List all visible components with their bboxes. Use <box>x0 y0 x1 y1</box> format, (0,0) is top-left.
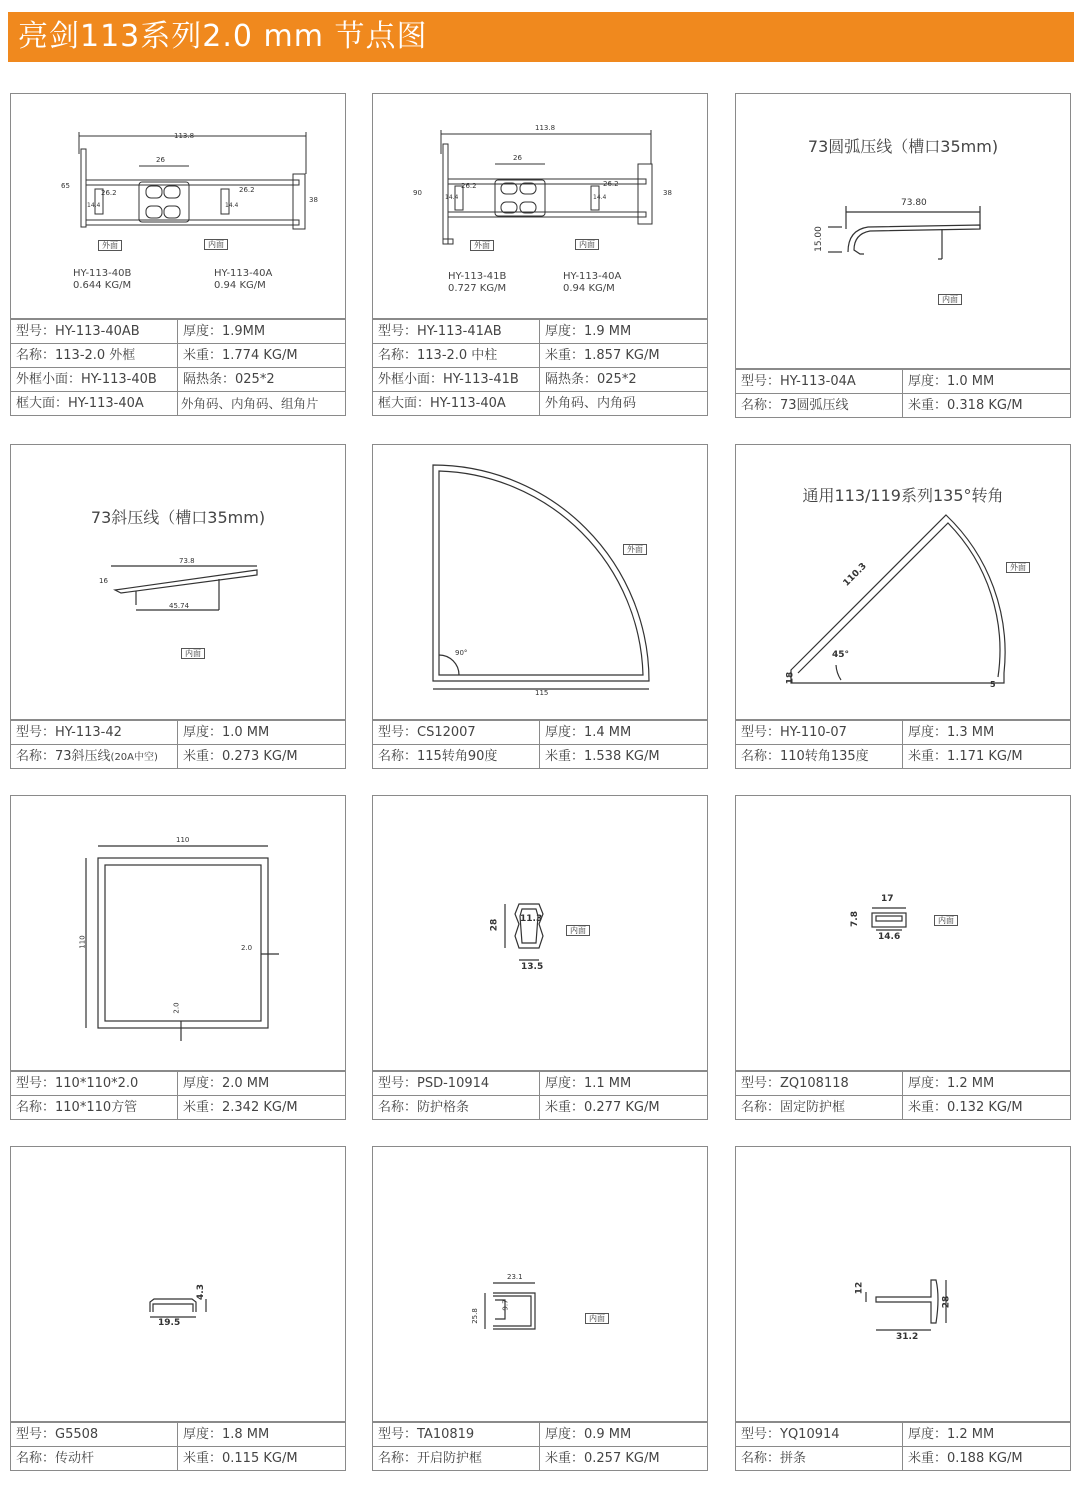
profile-card-hy-113-40ab <box>10 93 346 416</box>
spec-row <box>373 1071 707 1095</box>
profile-card-psd-10914 <box>372 795 708 1120</box>
dim-height: 16 <box>99 577 108 585</box>
label-weight-a: 0.94 KG/M <box>563 283 615 294</box>
dim-height: 65 <box>61 182 70 190</box>
tag-outer: 外面 <box>1006 562 1030 573</box>
dim-inner-width: 11.3 <box>520 914 543 924</box>
tag-inner: 内面 <box>566 925 590 936</box>
big-face-cell: 框大面：HY-113-40A <box>373 392 540 415</box>
model-cell: 型号：TA10819 <box>373 1423 540 1446</box>
tag-outer: 外面 <box>98 240 122 251</box>
dim-width: 115 <box>535 689 549 697</box>
dim-overall-width: 113.8 <box>535 124 556 132</box>
spec-row <box>11 1422 345 1446</box>
dim-height: 90 <box>413 189 422 197</box>
section-drawing <box>736 94 1070 368</box>
name-cell: 名称：开启防护框 <box>373 1447 540 1470</box>
section-drawing <box>11 1147 345 1421</box>
dim-strip-width: 26 <box>156 156 165 164</box>
name-cell: 名称：防护格条 <box>373 1096 540 1119</box>
profile-card-cs12007 <box>372 444 708 769</box>
tag-inner: 内面 <box>585 1313 609 1324</box>
big-face-cell: 框大面：HY-113-40A <box>11 392 178 415</box>
profile-drawing <box>373 94 707 319</box>
dim-left-chamber: 26.2 <box>461 182 477 190</box>
dim-width: 17 <box>881 894 894 904</box>
profile-drawing <box>736 1147 1070 1422</box>
dim-inner: 9.7 <box>501 1299 510 1311</box>
dim-inner-width: 14.6 <box>878 932 901 942</box>
weight-cell: 米重：0.318 KG/M <box>908 398 1023 413</box>
model-cell: 型号：HY-113-04A <box>736 370 903 393</box>
tag-outer: 外面 <box>470 240 494 251</box>
name-cell: 名称：113-2.0 中柱 <box>373 344 540 367</box>
dim-frame-height: 38 <box>309 196 318 204</box>
thickness-cell: 厚度：1.0 MM <box>183 725 270 740</box>
profile-card-hy-113-04a <box>735 93 1071 418</box>
thickness-cell: 厚度：1.1 MM <box>545 1076 632 1091</box>
dim-left-chamber: 26.2 <box>101 189 117 197</box>
thickness-cell: 厚度：1.2 MM <box>908 1427 995 1442</box>
spec-row <box>11 720 345 744</box>
tag-inner: 内面 <box>938 294 962 305</box>
label-model-b: HY-113-41B <box>448 271 507 282</box>
dim-height: 4.3 <box>195 1284 206 1300</box>
thickness-cell: 厚度：1.4 MM <box>545 725 632 740</box>
model-cell: 型号：YQ10914 <box>736 1423 903 1446</box>
dim-width: 31.2 <box>896 1332 919 1342</box>
weight-cell: 米重：0.132 KG/M <box>908 1100 1023 1115</box>
dim-width: 23.1 <box>507 1273 523 1281</box>
page-title-banner <box>8 12 1074 62</box>
name-cell: 名称：113-2.0 外框 <box>11 344 178 367</box>
name-cell: 名称：110转角135度 <box>736 745 903 768</box>
model-cell: 型号：G5508 <box>11 1423 178 1446</box>
profile-drawing <box>11 445 345 720</box>
dim-angle: 45° <box>832 650 850 660</box>
dim-wall-side: 2.0 <box>241 944 253 952</box>
weight-cell: 米重：1.857 KG/M <box>545 348 660 363</box>
thickness-cell: 厚度：1.9 MM <box>545 324 632 339</box>
dim-width: 13.5 <box>521 962 544 972</box>
page-title: 亮剑113系列2.0 mm 节点图 <box>18 19 428 54</box>
weight-cell: 米重：1.774 KG/M <box>183 348 298 363</box>
label-weight-b: 0.727 KG/M <box>448 283 507 294</box>
name-cell: 名称：拼条 <box>736 1447 903 1470</box>
spec-row <box>373 1446 707 1470</box>
profile-card-hy-113-41ab <box>372 93 708 416</box>
profile-drawing <box>736 94 1070 369</box>
label-model-b: HY-113-40B <box>73 268 132 279</box>
model-cell: 型号：HY-110-07 <box>736 721 903 744</box>
section-drawing <box>373 445 707 719</box>
accessories-cell: 外角码、内角码 <box>545 396 637 411</box>
weight-cell: 米重：0.257 KG/M <box>545 1451 660 1466</box>
label-model-a: HY-113-40A <box>563 271 622 282</box>
small-face-cell: 外框小面：HY-113-40B <box>11 368 178 391</box>
profile-drawing <box>11 94 345 319</box>
dim-left-depth: 14.4 <box>445 194 459 201</box>
profile-drawing <box>11 796 345 1071</box>
name-cell: 名称：73圆弧压线 <box>736 394 903 417</box>
spec-row <box>736 369 1070 393</box>
model-cell: 型号：CS12007 <box>373 721 540 744</box>
dim-height: 28 <box>941 1295 952 1309</box>
spec-row <box>11 367 345 391</box>
profile-drawing <box>11 1147 345 1422</box>
section-drawing <box>11 445 345 719</box>
spec-row <box>11 319 345 343</box>
profile-card-hy-113-42 <box>10 444 346 769</box>
profile-card-yq10914 <box>735 1146 1071 1471</box>
weight-cell: 米重：0.273 KG/M <box>183 749 298 764</box>
dim-height: 7.8 <box>849 911 860 927</box>
tag-inner: 内面 <box>575 239 599 250</box>
thickness-cell: 厚度：1.3 MM <box>908 725 995 740</box>
thickness-cell: 厚度：1.8 MM <box>183 1427 270 1442</box>
thickness-cell: 厚度：1.0 MM <box>908 374 995 389</box>
name-cell: 名称：110*110方管 <box>11 1096 178 1119</box>
spec-row <box>11 1071 345 1095</box>
name-cell: 名称：固定防护框 <box>736 1096 903 1119</box>
spec-row <box>11 1095 345 1119</box>
section-drawing <box>11 94 345 318</box>
dim-height: 15.00 <box>813 226 824 252</box>
spec-row <box>736 393 1070 417</box>
dim-right-depth: 14.4 <box>225 202 239 209</box>
spec-row <box>373 391 707 415</box>
model-cell: 型号：PSD-10914 <box>373 1072 540 1095</box>
model-cell: 型号：HY-113-42 <box>11 721 178 744</box>
profile-drawing <box>373 1147 707 1422</box>
profile-drawing <box>373 796 707 1071</box>
spec-row <box>736 1071 1070 1095</box>
spec-row <box>373 367 707 391</box>
dim-lip-height: 12 <box>854 1281 865 1295</box>
section-drawing <box>373 1147 707 1421</box>
accessories-cell: 外角码、内角码、组角片 <box>181 396 319 411</box>
dim-width: 110 <box>176 836 190 844</box>
dim-height: 28 <box>489 918 500 932</box>
model-cell: 型号：ZQ108118 <box>736 1072 903 1095</box>
thickness-cell: 厚度：1.2 MM <box>908 1076 995 1091</box>
spec-row <box>373 1095 707 1119</box>
dim-height: 25.8 <box>470 1308 479 1324</box>
name-cell: 名称：115转角90度 <box>373 745 540 768</box>
dim-width: 19.5 <box>158 1318 181 1328</box>
spec-row <box>11 343 345 367</box>
spec-row <box>373 744 707 768</box>
model-cell: 型号：110*110*2.0 <box>11 1072 178 1095</box>
model-cell: 型号：HY-113-41AB <box>373 320 540 343</box>
dim-wall-bottom: 2.0 <box>172 1002 181 1014</box>
spec-row <box>736 744 1070 768</box>
dim-end: 5 <box>990 680 996 689</box>
name-cell: 名称：传动杆 <box>11 1447 178 1470</box>
thickness-cell: 厚度：1.9MM <box>183 324 266 339</box>
strip-cell: 隔热条：025*2 <box>545 372 637 387</box>
drawing-title: 73斜压线（槽口35mm) <box>90 508 266 527</box>
spec-row <box>373 319 707 343</box>
spec-row <box>736 720 1070 744</box>
section-drawing <box>373 796 707 1070</box>
section-drawing <box>736 796 1070 1070</box>
spec-row <box>736 1446 1070 1470</box>
label-weight-a: 0.94 KG/M <box>214 280 266 291</box>
spec-row <box>11 1446 345 1470</box>
tag-inner: 内面 <box>204 239 228 250</box>
spec-row <box>373 343 707 367</box>
dim-right-chamber: 26.2 <box>239 186 255 194</box>
dim-lip: 18 <box>785 671 796 685</box>
dim-right-depth: 14.4 <box>593 194 607 201</box>
label-model-a: HY-113-40A <box>214 268 273 279</box>
name-text: 名称：73斜压线 <box>16 749 111 764</box>
weight-cell: 米重：0.115 KG/M <box>183 1451 298 1466</box>
dim-width: 73.80 <box>901 198 927 208</box>
spec-row <box>11 391 345 415</box>
spec-row <box>736 1095 1070 1119</box>
profile-card-ta10819 <box>372 1146 708 1471</box>
dim-strip-width: 26 <box>513 154 522 162</box>
label-weight-b: 0.644 KG/M <box>73 280 132 291</box>
spec-row <box>373 720 707 744</box>
dim-slot: 45.74 <box>169 602 190 610</box>
profile-drawing <box>373 445 707 720</box>
weight-cell: 米重：0.188 KG/M <box>908 1451 1023 1466</box>
dim-overall-width: 113.8 <box>174 132 195 140</box>
profile-drawing <box>736 445 1070 720</box>
tag-inner: 内面 <box>181 648 205 659</box>
weight-cell: 米重：2.342 KG/M <box>183 1100 298 1115</box>
profile-card-hy-110-07 <box>735 444 1071 769</box>
tag-outer: 外面 <box>623 544 647 555</box>
profile-card-g5508 <box>10 1146 346 1471</box>
drawing-title: 通用113/119系列135°转角 <box>802 486 1004 505</box>
drawing-title: 73圆弧压线（槽口35mm) <box>807 137 999 156</box>
weight-cell: 米重：1.171 KG/M <box>908 749 1023 764</box>
dim-right-chamber: 26.2 <box>603 180 619 188</box>
dim-angle: 90° <box>455 649 468 657</box>
spec-row <box>373 1422 707 1446</box>
profile-drawing <box>736 796 1070 1071</box>
dim-left-depth: 14.4 <box>87 202 101 209</box>
profile-card-zq108118 <box>735 795 1071 1120</box>
weight-cell: 米重：1.538 KG/M <box>545 749 660 764</box>
name-note: (20A中空) <box>110 752 158 763</box>
dim-width: 73.8 <box>179 557 195 565</box>
name-cell <box>11 745 178 768</box>
spec-row <box>736 1422 1070 1446</box>
dim-frame-height: 38 <box>663 189 672 197</box>
weight-cell: 米重：0.277 KG/M <box>545 1100 660 1115</box>
model-cell: 型号：HY-113-40AB <box>11 320 178 343</box>
dim-diagonal: 110.3 <box>841 561 869 589</box>
thickness-cell: 厚度：2.0 MM <box>183 1076 270 1091</box>
profile-card-110-square-tube <box>10 795 346 1120</box>
strip-cell: 隔热条：025*2 <box>183 372 275 387</box>
dim-height: 110 <box>78 935 87 949</box>
spec-row <box>11 744 345 768</box>
thickness-cell: 厚度：0.9 MM <box>545 1427 632 1442</box>
tag-inner: 内面 <box>934 915 958 926</box>
small-face-cell: 外框小面：HY-113-41B <box>373 368 540 391</box>
section-drawing <box>736 1147 1070 1421</box>
